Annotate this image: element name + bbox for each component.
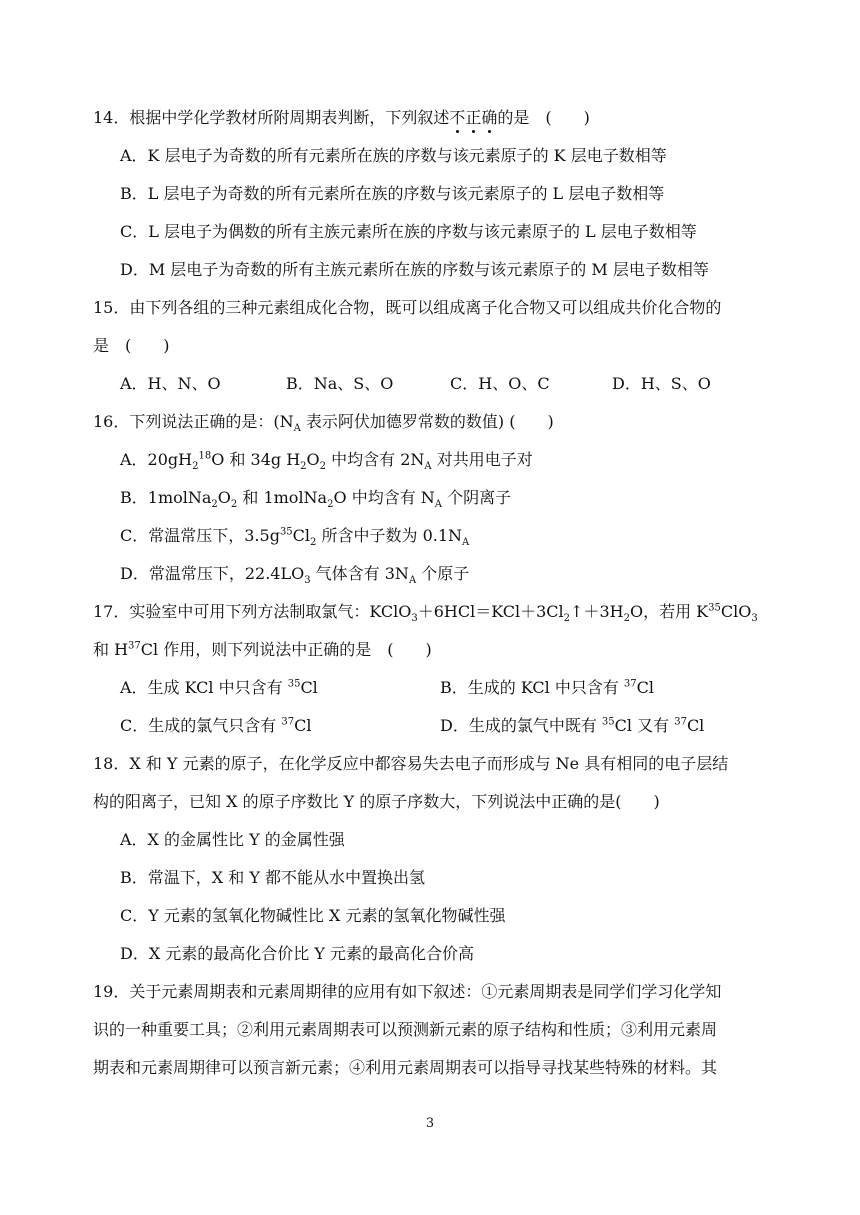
emphasis-dot-char: 确 xyxy=(481,108,498,127)
q15-option-a: A．H、N、O xyxy=(120,374,221,393)
q19-stem-line3: 期表和元素周期律可以预言新元素；④利用元素周期表可以指导寻找某些特殊的材料。其 xyxy=(93,1058,718,1077)
q16-option-a: A．$20gH_2^{18}O$ 和 34g $H_2O_2$ 中均含有 $2N_A$ 对共用电子对 xyxy=(120,450,533,473)
q16-option-c: C．常温常压下，$3.5g^{35}Cl_2$ 所含中子数为 $0.1N_A$ xyxy=(120,526,470,549)
emphasis-dot-char: 不 xyxy=(449,108,466,127)
q18-stem-line2: 构的阳离子，已知 X 的原子序数比 Y 的原子序数大，下列说法中正确的是( ) xyxy=(93,792,660,811)
q18-option-d: D．X 元素的最高化合价比 Y 元素的最高化合价高 xyxy=(120,944,475,963)
q14-option-d: D．M 层电子为奇数的所有主族元素所在族的序数与该元素原子的 M 层电子数相等 xyxy=(120,260,709,279)
q15-stem-line1: 15．由下列各组的三种元素组成化合物，既可以组成离子化合物又可以组成共价化合物的 xyxy=(93,298,722,317)
q17-stem-line1: 17．实验室中可用下列方法制取氯气：$KClO_3+6HCl=KCl+3Cl_2↑+3H_2O$，若用 $K^{35}ClO_3$ xyxy=(93,602,758,625)
q16-option-d: D．常温常压下，$22.4LO_3$ 气体含有 $3N_A$ 个原子 xyxy=(120,564,470,587)
q18-option-b: B．常温下，X 和 Y 都不能从水中置换出氢 xyxy=(120,868,425,887)
q19-stem-line1: 19．关于元素周期表和元素周期律的应用有如下叙述：①元素周期表是同学们学习化学知 xyxy=(93,982,722,1001)
q15-option-b: B．Na、S、O xyxy=(286,374,394,393)
page-number: 3 xyxy=(425,1116,435,1131)
q16-option-b: B．$1molNa_2O_2$ 和 1molNa$_2$O 中均含有 $N_A$ 个阴离子 xyxy=(120,488,512,511)
q14-stem: 14．根据中学化学教材所附周期表判断，下列叙述不正确的是 ( ) xyxy=(93,108,590,127)
q19-stem-line2: 识的一种重要工具；②利用元素周期表可以预测新元素的原子结构和性质；③利用元素周 xyxy=(93,1020,718,1039)
q14-option-c: C．L 层电子为偶数的所有主族元素所在族的序数与该元素原子的 L 层电子数相等 xyxy=(120,222,697,241)
q17-option-d: D．生成的氯气中既有 $^{35}$Cl 又有 $^{37}$Cl xyxy=(440,716,705,735)
q14-option-b: B．L 层电子为奇数的所有元素所在族的序数与该元素原子的 L 层电子数相等 xyxy=(120,184,665,203)
q15-stem-line2: 是 ( ) xyxy=(93,336,170,355)
q16-stem: 16．下列说法正确的是：($N_A$ 表示阿伏加德罗常数的数值) ( ) xyxy=(93,412,554,435)
q18-option-c: C．Y 元素的氢氧化物碱性比 X 元素的氢氧化物碱性强 xyxy=(120,906,506,925)
q17-option-b: B．生成的 KCl 中只含有 $^{37}$Cl xyxy=(440,678,654,697)
q17-option-a: A．生成 KCl 中只含有 $^{35}$Cl xyxy=(120,678,318,697)
q15-option-c: C．H、O、C xyxy=(450,374,550,393)
emphasis-dot-char: 正 xyxy=(465,108,482,127)
q18-stem-line1: 18．X 和 Y 元素的原子，在化学反应中都容易失去电子而形成与 Ne 具有相同的电子层结 xyxy=(93,754,729,773)
q18-option-a: A．X 的金属性比 Y 的金属性强 xyxy=(120,830,345,849)
q14-option-a: A．K 层电子为奇数的所有元素所在族的序数与该元素原子的 K 层电子数相等 xyxy=(120,146,667,165)
q15-option-d: D．H、S、O xyxy=(612,374,711,393)
q17-stem-line2: 和 $H^{37}Cl$ 作用，则下列说法中正确的是 ( ) xyxy=(93,640,432,659)
q17-option-c: C．生成的氯气只含有 $^{37}$Cl xyxy=(120,716,312,735)
